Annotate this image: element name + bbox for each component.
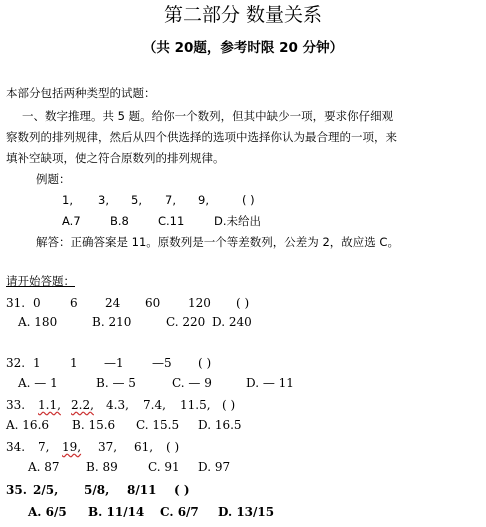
sequence-term: 7, [38, 440, 50, 454]
option-c: C. 220 [166, 315, 206, 329]
option-b: B. 11/14 [88, 505, 145, 519]
sequence-term: 8/11 [127, 483, 157, 497]
sequence-term: 11.5, [180, 398, 211, 412]
question-34 [0, 441, 486, 455]
option-d: D. 240 [212, 315, 252, 329]
option-d: D. 16.5 [198, 418, 242, 432]
option-d: D. 13/15 [218, 505, 275, 519]
question-number: 32. [6, 356, 26, 370]
option-d: D. — 11 [246, 376, 294, 390]
option-c: C. — 9 [172, 376, 212, 390]
sequence-term: 61, [134, 440, 154, 454]
sequence-term: 6 [70, 296, 78, 310]
option-c: C. 6/7 [160, 505, 199, 519]
option-a: A. — 1 [18, 376, 58, 390]
sequence-term: 1 [70, 356, 78, 370]
answer-blank: ( ) [166, 440, 180, 454]
example-term: 3, [98, 193, 109, 207]
option-a: A. 87 [28, 460, 60, 474]
start-label [6, 276, 75, 288]
sequence-term: 0 [33, 296, 41, 310]
sequence-term: 1 [33, 356, 41, 370]
example-label: 例题： [36, 172, 71, 186]
page-title: 第二部分 数量关系 [163, 4, 323, 26]
intro-paragraph-line-1: 一、数字推理。共 5 题。给你一个数列，但其中缺少一项，要求你仔细观 [22, 109, 394, 123]
sequence-term: 60 [145, 296, 161, 310]
example-term: 7, [165, 193, 176, 207]
question-35-options [0, 506, 486, 520]
example-term: 5, [131, 193, 142, 207]
example-option-c: C.11 [158, 214, 185, 228]
question-31 [0, 297, 486, 311]
sequence-term: —1 [104, 356, 124, 370]
question-34-options [0, 461, 486, 475]
example-option-d: D.未给出 [214, 214, 262, 228]
example-blank: ( ) [242, 193, 255, 207]
example-options [0, 216, 486, 230]
sequence-term: 19, [62, 440, 82, 454]
intro-paragraph-line-2: 察数列的排列规律，然后从四个供选择的选项中选择你认为最合理的一项，来 [6, 130, 397, 144]
sequence-term: 120 [188, 296, 211, 310]
sequence-term: 4.3, [106, 398, 129, 412]
question-32-options [0, 377, 486, 391]
example-term: 9, [198, 193, 209, 207]
intro-lead-text: 本部分包括两种类型的试题： [6, 86, 156, 100]
question-33 [0, 399, 486, 413]
start-label-text: 请开始答题： [6, 274, 75, 288]
sequence-term: 2/5, [33, 483, 59, 497]
page-subtitle: （共 20题，参考时限 20 分钟） [142, 40, 344, 56]
option-b: B. 89 [86, 460, 118, 474]
option-b: B. 210 [92, 315, 132, 329]
sequence-term: 1.1, [38, 398, 61, 412]
example-answer: 解答：正确答案是 11。原数列是一个等差数列，公差为 2，故应选 C。 [36, 235, 399, 249]
question-number: 33. [6, 398, 26, 412]
option-a: A. 180 [18, 315, 58, 329]
sequence-term: 37, [98, 440, 118, 454]
option-a: A. 6/5 [28, 505, 67, 519]
option-c: C. 91 [148, 460, 180, 474]
question-31-options [0, 316, 486, 330]
sequence-term: 24 [105, 296, 121, 310]
intro-paragraph-line-3: 填补空缺项，使之符合原数列的排列规律。 [6, 151, 225, 165]
example-option-a: A.7 [62, 214, 81, 228]
example-option-b: B.8 [110, 214, 129, 228]
question-33-options [0, 419, 486, 433]
option-c: C. 15.5 [136, 418, 180, 432]
answer-blank: ( ) [236, 296, 250, 310]
sequence-term: 2.2, [71, 398, 94, 412]
question-number: 34. [6, 440, 26, 454]
example-sequence [0, 195, 486, 209]
question-number: 35. [6, 483, 27, 497]
option-b: B. — 5 [96, 376, 136, 390]
question-32 [0, 357, 486, 371]
example-term: 1, [62, 193, 73, 207]
intro-lead [6, 88, 156, 100]
answer-blank: ( ) [174, 483, 190, 497]
answer-blank: ( ) [198, 356, 212, 370]
option-b: B. 15.6 [72, 418, 116, 432]
sequence-term: —5 [152, 356, 172, 370]
question-35 [0, 484, 486, 498]
option-d: D. 97 [198, 460, 231, 474]
sequence-term: 7.4, [143, 398, 166, 412]
answer-blank: ( ) [222, 398, 236, 412]
option-a: A. 16.6 [6, 418, 50, 432]
sequence-term: 5/8, [84, 483, 110, 497]
question-number: 31. [6, 296, 26, 310]
